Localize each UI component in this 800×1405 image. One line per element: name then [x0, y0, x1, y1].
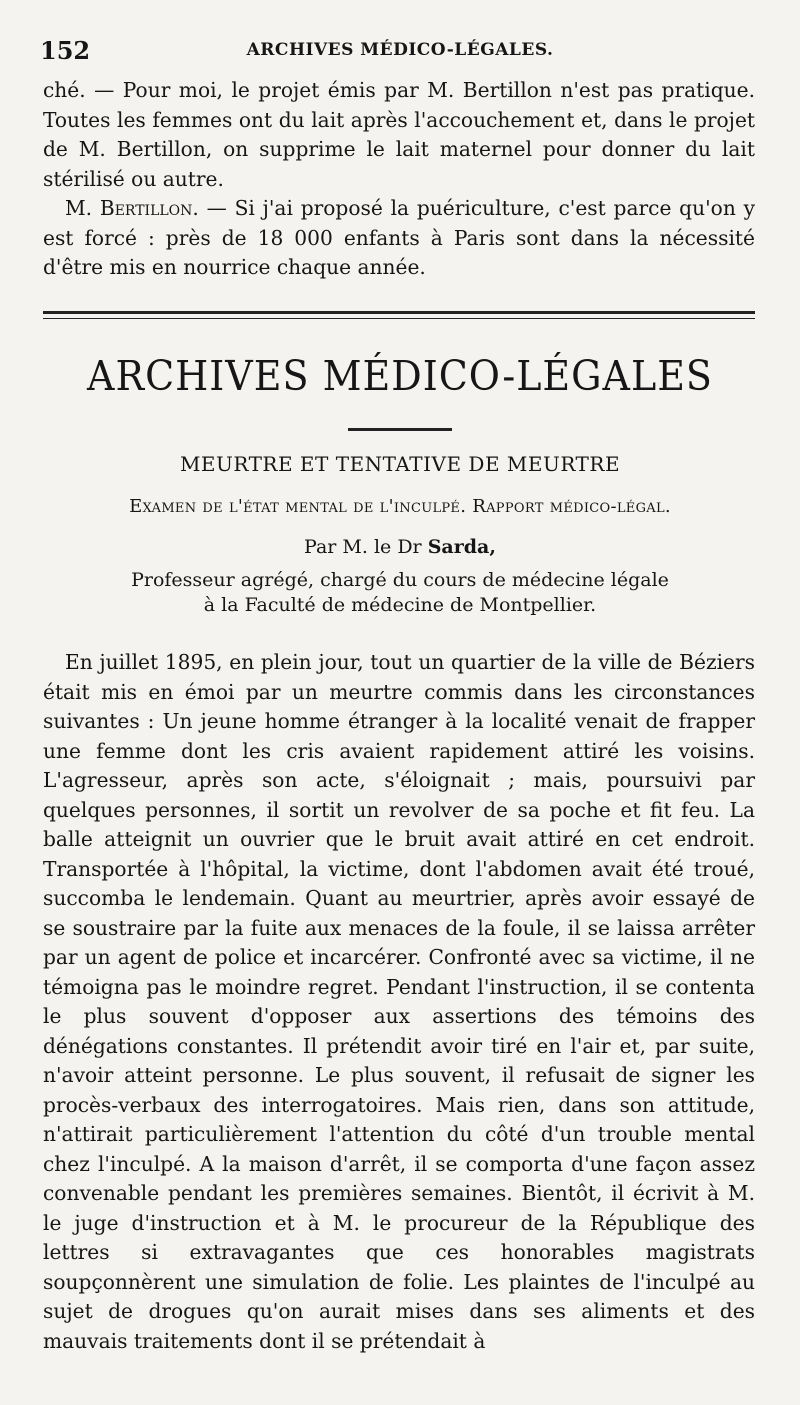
speaker-text: — Si j'ai proposé la puériculture, c'est parce qu'on y est forcé : près de 18 000 enfants à Paris sont dans la nécessité d'être mis en nourrice chaque année. — [43, 196, 755, 279]
continuation-text — [43, 76, 755, 283]
affiliation-line-2: à la Faculté de médecine de Montpellier. — [203, 594, 597, 616]
continuation-paragraph: ché. — Pour moi, le projet émis par M. Bertillon n'est pas pratique. Toutes les femmes ont du lait après l'accouchement et, dans le projet de M. Bertillon, on supprime le lait maternel pour donner du lait stérilisé ou autre. — [43, 78, 755, 191]
body-paragraph: En juillet 1895, en plein jour, tout un quartier de la ville de Béziers était mis en émoi par un meurtre commis dans les circonstances suivantes : Un jeune homme étranger à la localité venait de frapper une femme dont les cris avaient rapidement attiré les voisins. L'agresseur, après son acte, s'éloignait ; mais, poursuivi par quelques personnes, il sortit un revolver de sa poche et fit feu. La balle atteignit un ouvrier que le bruit avait attiré en cet endroit. Transportée à l'hôpital, la victime, dont l'abdomen avait été troué, succomba le lendemain. Quant au meurtrier, après avoir essayé de se soustraire par la fuite aux menaces de la foule, il se laissa arrêter par un agent de police et incarcérer. Confronté avec sa victime, il ne témoigna pas le moindre regret. Pendant l'instruction, il se contenta le plus souvent d'opposer aux assertions des témoins des dénégations constantes. Il prétendit avoir tiré en l'air et, par suite, n'avoir atteint personne. Le plus souvent, il refusait de signer les procès-verbaux des interrogatoires. Mais rien, dans son attitude, n'attirait particulièrement l'attention du côté d'un trouble mental chez l'inculpé. A la maison d'arrêt, il se comporta d'une façon assez convenable pendant les premières semaines. Bientôt, il écrivit à M. le juge d'instruction et à M. le procureur de la République des lettres si extravagantes que ces honorables magistrats soupçonnèrent une simulation de folie. Les plaintes de l'inculpé au sujet de drogues qu'on aurait mises dans ses aliments et des mauvais traitements dont il se prétendait à — [43, 650, 755, 1353]
title-rule — [348, 428, 452, 431]
speaker-name: M. Bertillon. — [65, 196, 199, 220]
author-line — [0, 536, 800, 558]
author-affiliation — [0, 568, 800, 618]
page-number: 152 — [40, 36, 91, 65]
article-title: MEURTRE ET TENTATIVE DE MEURTRE — [179, 452, 621, 476]
bertillon-paragraph — [43, 194, 755, 283]
article-body — [43, 648, 755, 1356]
author-prefix: Par M. le Dr — [304, 536, 428, 558]
article-subtitle: Examen de l'état mental de l'inculpé. Rapport médico-légal. — [129, 496, 671, 517]
author-name: Sarda, — [427, 536, 496, 558]
affiliation-line-1: Professeur agrégé, chargé du cours de médecine légale — [131, 569, 669, 591]
journal-title: ARCHIVES MÉDICO-LÉGALES — [87, 352, 713, 400]
running-head: ARCHIVES MÉDICO-LÉGALES. — [246, 40, 554, 60]
page-header — [40, 36, 760, 66]
section-divider — [43, 311, 755, 319]
